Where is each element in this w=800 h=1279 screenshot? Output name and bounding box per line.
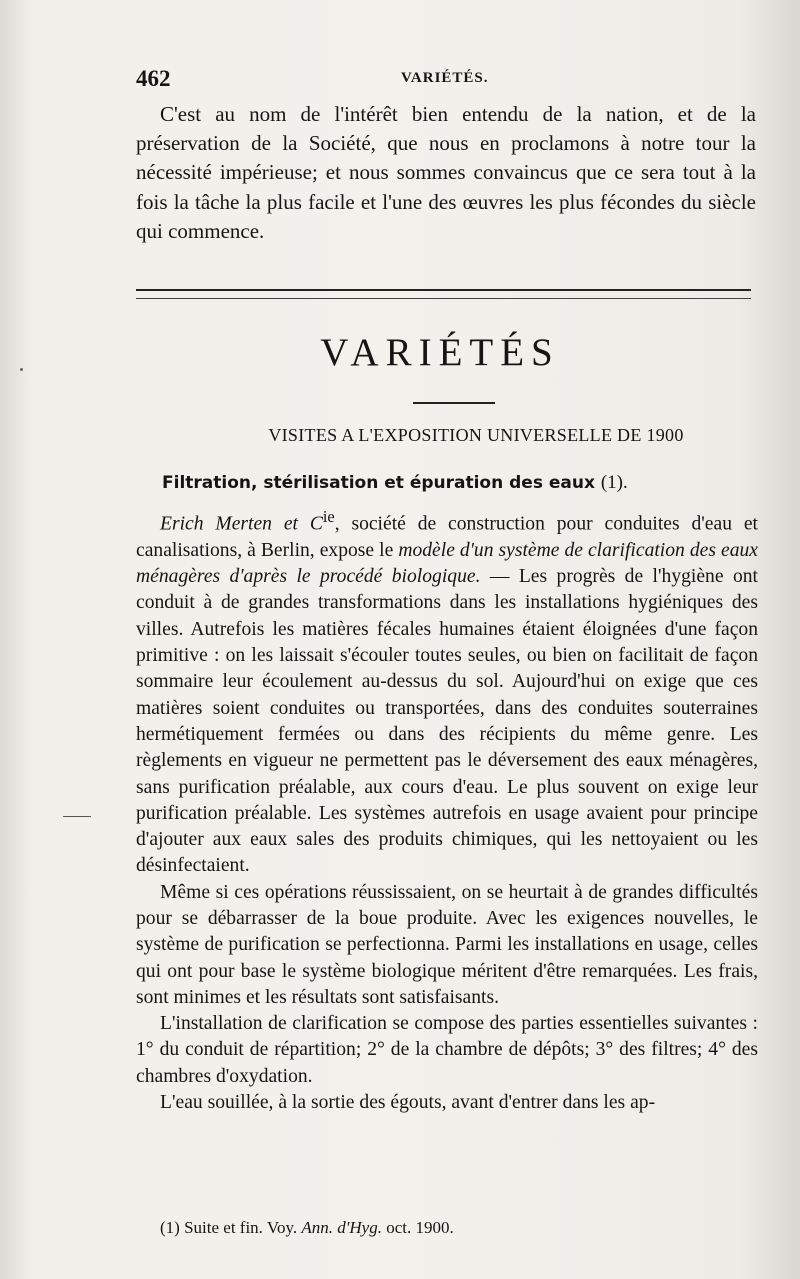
exhibitor-sup: ie bbox=[322, 507, 335, 526]
paragraph-1-text-a: , société de construction pour conduites d'eau et canalisations, à Berlin, expose le bbox=[136, 513, 758, 561]
paragraph-4: L'eau souillée, à la sortie des égouts, avant d'entrer dans les ap- bbox=[160, 1092, 656, 1114]
preceding-text bbox=[136, 100, 756, 246]
exhibitor-name: Erich Merten et C bbox=[160, 513, 323, 535]
title-underline bbox=[413, 402, 495, 404]
page-number: 462 bbox=[136, 66, 171, 91]
footnote-text-b: oct. 1900. bbox=[381, 1218, 454, 1237]
paragraph-1-text-b: — Les progrès de l'hygiène ont conduit à de grandes transformations dans les installations hygiéniques des villes. Autrefois les matières fécales humaines étaient éloignées d'une façon primitive : on les laissait s'écouler toutes seules, ou bien on facilitait de façon sommaire leur écoulement au-dessus du sol. Aujourd'hui on exige que ces matières soient conduites ou transportées, dans des conduites souterraines hermétiquement fermées ou dans des récipients du même genre. Les règlements en vigueur ne permettent pas le déversement des eaux ménagères, sans purification préalable, aux cours d'eau. Le plus souvent on exige leur purification préalable. Les systèmes autrefois en usage avaient pour principe d'ajouter aux eaux sales des produits chimiques, qui les nettoyaient ou les désinfectaient. bbox=[136, 566, 758, 877]
footnote-text-a: (1) Suite et fin. Voy. bbox=[160, 1218, 302, 1237]
article-heading-text: Filtration, stérilisation et épuration des eaux bbox=[162, 473, 595, 493]
top-paragraph: C'est au nom de l'intérêt bien entendu de la nation, et de la préservation de la Société, que nous en proclamons à notre tour la nécessité impérieuse; et nous sommes convaincus que ce sera tout à la fois la tâche la plus facile et l'une des œuvres les plus fécondes du siècle qui commence. bbox=[136, 102, 756, 243]
section-title: VARIÉTÉS bbox=[320, 331, 560, 374]
margin-mark bbox=[63, 816, 91, 817]
running-head: VARIÉTÉS. bbox=[401, 70, 489, 86]
paragraph-2: Même si ces opérations réussissaient, on se heurtait à de grandes difficultés pour se débarrasser de la boue produite. Avec les exigences nouvelles, le système de purification se perfectionna. Parmi les installations en usage, celles qui ont pour base le système biologique méritent d'être remarquées. Les frais, sont minimes et les résultats sont satisfaisants. bbox=[136, 881, 758, 1008]
article bbox=[136, 470, 758, 1116]
model-title: modèle d'un système de clarification des eaux ménagères d'après le procédé biologique. bbox=[136, 539, 758, 588]
paragraph-3: L'installation de clarification se compose des parties essentielles suivantes : 1° du conduit de répartition; 2° de la chambre de dépôts; 3° des filtres; 4° des chambres d'oxydation. bbox=[136, 1013, 758, 1087]
section-divider bbox=[136, 289, 751, 299]
section-subtitle: VISITES A L'EXPOSITION UNIVERSELLE DE 1900 bbox=[268, 425, 684, 445]
paragraph-1 bbox=[136, 504, 758, 880]
footnote bbox=[160, 1217, 720, 1239]
footnote-journal: Ann. d'Hyg. bbox=[301, 1218, 382, 1237]
footnote-ref: (1). bbox=[600, 472, 628, 493]
article-heading bbox=[136, 470, 758, 496]
page-header bbox=[136, 66, 756, 96]
